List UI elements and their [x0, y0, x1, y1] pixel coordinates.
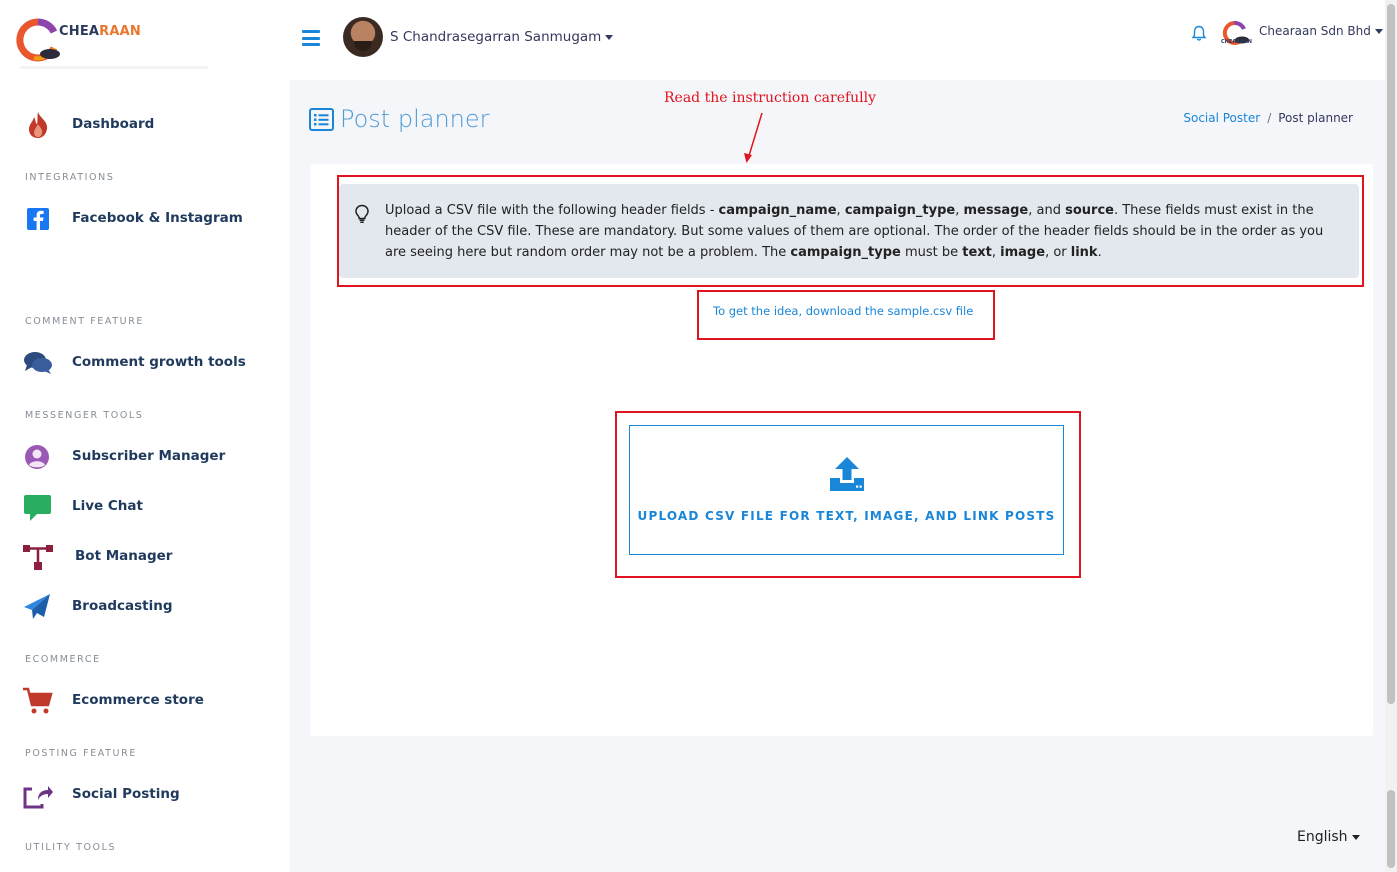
- sidebar-item-label: Dashboard: [72, 116, 155, 132]
- sidebar-item-label: Bot Manager: [75, 548, 173, 564]
- user-circle-icon: [22, 442, 54, 472]
- sidebar-toggle-icon[interactable]: [302, 30, 320, 46]
- sidebar-item-comment-growth-tools[interactable]: [22, 346, 282, 380]
- sidebar-item-label: Broadcasting: [72, 598, 173, 614]
- scrollbar-thumb-lower[interactable]: [1387, 790, 1395, 868]
- brand-divider: [20, 66, 208, 69]
- sidebar-item-label: Comment growth tools: [72, 354, 246, 370]
- menu-header-utility-tools: UTILITY TOOLS: [25, 842, 117, 853]
- breadcrumb: [1183, 111, 1353, 125]
- menu-header-posting-feature: POSTING FEATURE: [25, 748, 137, 759]
- sidebar-item-label: Live Chat: [72, 498, 143, 514]
- brand-logo-mark-icon: [14, 18, 62, 62]
- facebook-icon: [22, 204, 54, 234]
- menu-header-messenger-tools: MESSENGER TOOLS: [25, 410, 144, 421]
- language-selector[interactable]: [1297, 829, 1360, 845]
- download-sample-csv-link[interactable]: To get the idea, download the sample.csv file: [713, 304, 974, 318]
- annotation-read-instruction: Read the instruction carefully: [664, 90, 877, 106]
- menu-header-ecommerce: ECOMMERCE: [25, 654, 101, 665]
- instruction-text: Upload a CSV file with the following header fields - campaign_name, campaign_type, message, and source. These fields must exist in the header of the CSV file. These are mandatory. But some values of them are optional. The order of the header fields should be in the order as you are seeing here but random order may not be a problem. The campaign_type must be text, image, or link.: [385, 203, 1324, 260]
- user-menu-toggle[interactable]: [390, 29, 613, 45]
- sidebar-item-label: Subscriber Manager: [72, 448, 226, 464]
- upload-csv-button[interactable]: [629, 425, 1064, 555]
- breadcrumb-current: Post planner: [1278, 111, 1353, 125]
- sidebar-item-label: Social Posting: [72, 786, 180, 802]
- sidebar-item-label: Facebook & Instagram: [72, 210, 243, 226]
- caret-down-icon: [1375, 29, 1383, 34]
- company-logo[interactable]: [1220, 20, 1250, 46]
- sidebar-item-facebook-instagram[interactable]: [22, 202, 282, 236]
- sidebar-item-bot-manager[interactable]: [22, 540, 282, 574]
- chat-bubble-icon: [22, 492, 54, 522]
- sidebar-item-ecommerce-store[interactable]: [22, 684, 282, 718]
- user-name: S Chandrasegarran Sanmugam: [390, 29, 602, 45]
- cart-icon: [22, 686, 54, 716]
- menu-header-integrations: INTEGRATIONS: [25, 172, 115, 183]
- upload-icon: [829, 456, 865, 492]
- sidebar-item-subscriber-manager[interactable]: [22, 440, 282, 474]
- sidebar-item-social-posting[interactable]: [22, 778, 282, 812]
- brand-name: CHEARAAN: [59, 24, 141, 39]
- user-avatar[interactable]: [343, 17, 383, 57]
- scrollbar-thumb[interactable]: [1387, 4, 1395, 704]
- sidebar: [0, 80, 290, 872]
- paper-plane-icon: [22, 592, 54, 622]
- annotation-arrow-icon: [740, 111, 766, 165]
- language-label: English: [1297, 829, 1348, 845]
- sitemap-icon: [22, 542, 54, 572]
- sidebar-item-dashboard[interactable]: [22, 108, 282, 142]
- company-name: Chearaan Sdn Bhd: [1259, 24, 1371, 38]
- caret-down-icon: [605, 35, 613, 40]
- caret-down-icon: [1352, 835, 1360, 840]
- brand-logo[interactable]: [14, 18, 144, 60]
- share-square-icon: [22, 780, 54, 810]
- breadcrumb-link-social-poster[interactable]: Social Poster: [1183, 111, 1261, 125]
- list-alt-icon: [309, 108, 334, 131]
- sidebar-item-label: Ecommerce store: [72, 692, 204, 708]
- company-menu-toggle[interactable]: [1259, 24, 1383, 38]
- top-navbar: [0, 0, 1385, 80]
- fire-icon: [22, 110, 54, 140]
- breadcrumb-separator: /: [1267, 111, 1272, 125]
- menu-header-comment-feature: COMMENT FEATURE: [25, 316, 145, 327]
- sidebar-item-live-chat[interactable]: [22, 490, 282, 524]
- page-title: Post planner: [340, 105, 490, 133]
- upload-csv-label: UPLOAD CSV FILE FOR TEXT, IMAGE, AND LINK POSTS: [637, 509, 1056, 523]
- page-scrollbar[interactable]: [1385, 0, 1397, 872]
- lightbulb-icon: [354, 204, 370, 224]
- bell-icon[interactable]: [1191, 25, 1207, 42]
- company-logo-text: CHEARAAN: [1221, 39, 1252, 45]
- comments-icon: [22, 348, 54, 378]
- sidebar-item-broadcasting[interactable]: [22, 590, 282, 624]
